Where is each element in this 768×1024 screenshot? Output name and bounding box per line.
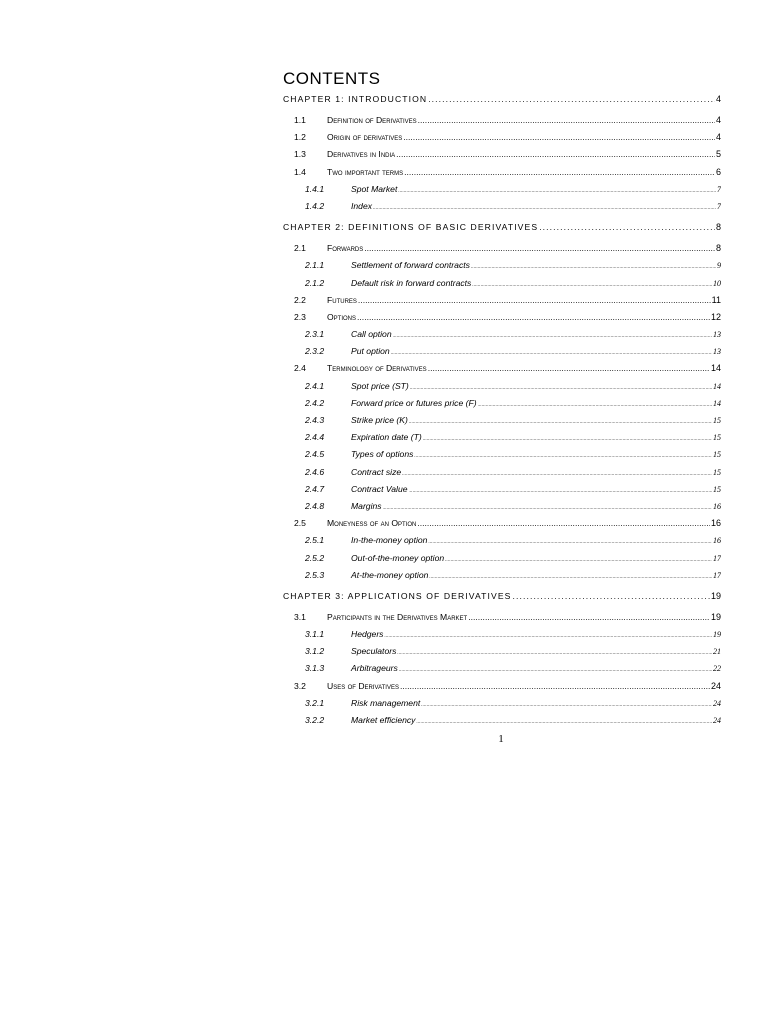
toc-entry-number: 1.4.2 [305,200,325,211]
toc-entry-chapter[interactable] [283,591,721,608]
toc-entry-title: Types of options [351,449,414,460]
toc-entry-sub[interactable] [283,663,721,680]
toc-entry-number: 2.4.6 [305,466,325,477]
toc-entry-sub[interactable] [283,715,721,732]
toc-entry-title: Origin of derivatives [327,132,403,143]
toc-dot-leader [418,115,715,125]
toc-entry-page: 19 [713,630,721,640]
toc-entry-sub[interactable] [283,467,721,484]
toc-entry-number: 3.1.1 [305,629,325,640]
toc-dot-leader [384,633,712,639]
toc-entry-title: Settlement of forward contracts [351,260,470,271]
toc-dot-leader [410,385,712,391]
toc-entry-title: CHAPTER 3: APPLICATIONS OF DERIVATIVES [283,590,512,601]
toc-dot-leader [373,205,716,211]
toc-entry-number: 2.5.2 [305,552,325,563]
toc-dot-leader [417,518,710,528]
toc-entry-page: 5 [715,149,721,160]
toc-entry-number: 2.1.1 [305,260,325,271]
toc-entry-number: 1.4.1 [305,183,325,194]
toc-dot-leader [393,333,712,339]
toc-entry-section[interactable] [283,681,721,698]
toc-dot-leader [358,295,711,305]
toc-entry-title: Hedgers [351,629,384,640]
toc-entry-title: At-the-money option [351,569,429,580]
toc-entry-title: CHAPTER 1: INTRODUCTION [283,94,428,104]
toc-dot-leader [404,167,715,177]
toc-dot-leader [357,312,710,322]
toc-entry-number: 2.4 [294,363,306,374]
toc-entry-page: 11 [711,294,721,305]
toc-entry-sub[interactable] [283,381,721,398]
toc-dot-leader [471,264,716,270]
toc-entry-title: Definition of Derivatives [327,115,417,125]
toc-entry-sub[interactable] [283,201,721,218]
toc-entry-sub[interactable] [283,570,721,587]
toc-entry-title: Uses of Derivatives [327,680,399,691]
toc-entry-title: Call option [351,329,392,340]
toc-entry-number: 3.2 [294,680,306,691]
toc-entry-number: 2.4.2 [305,397,325,408]
toc-dot-leader [400,681,710,691]
toc-entry-page: 4 [715,132,721,143]
toc-entry-section[interactable] [283,167,721,184]
toc-entry-sub[interactable] [283,260,721,277]
toc-dot-leader [428,363,710,373]
toc-entry-title: Two important terms [327,166,404,177]
toc-entry-title: Forward price or futures price (F) [351,397,477,408]
toc-dot-leader [428,94,715,104]
toc-entry-page: 15 [713,484,721,494]
toc-entry-number: 2.4.8 [305,500,325,511]
toc-entry-title: Market efficiency [351,715,416,725]
toc-entry-page: 4 [715,94,721,104]
toc-entry-sub[interactable] [283,449,721,466]
toc-entry-page: 13 [713,347,721,357]
toc-entry-number: 2.5.1 [305,535,325,546]
toc-dot-leader [421,702,712,708]
toc-dot-leader [409,488,712,494]
toc-entry-page: 16 [713,501,721,511]
toc-entry-page: 16 [713,536,721,546]
toc-entry-page: 15 [713,467,721,477]
toc-entry-number: 2.1.2 [305,277,325,288]
toc-dot-leader [513,591,710,601]
toc-entry-page: 19 [710,611,721,622]
toc-entry-page: 4 [715,115,721,125]
toc-entry-title: Derivatives in India [327,149,396,160]
toc-entry-chapter[interactable] [283,222,721,239]
toc-entry-sub[interactable] [283,629,721,646]
toc-entry-page: 17 [713,570,721,580]
toc-entry-sub[interactable] [283,501,721,518]
toc-entry-title: Forwards [327,243,364,254]
toc-entry-title: Terminology of Derivatives [327,363,427,374]
toc-entry-title: CHAPTER 2: DEFINITIONS OF BASIC DERIVATIVES [283,222,539,233]
toc-entry-sub[interactable] [283,646,721,663]
toc-dot-leader [428,539,712,545]
toc-entry-chapter[interactable] [283,94,721,111]
toc-entry-page: 14 [713,398,721,408]
toc-dot-leader [445,557,712,563]
toc-dot-leader [423,436,712,442]
toc-entry-section[interactable] [283,243,721,260]
toc-entry-number: 2.4.4 [305,432,325,443]
toc-dot-leader [399,667,712,673]
toc-entry-title: Put option [351,346,390,357]
toc-dot-leader [396,149,715,159]
toc-entry-title: Out-of-the-money option [351,552,445,563]
toc-entry-section[interactable] [283,149,721,166]
toc-entry-title: Expiration date (T) [351,432,422,443]
toc-entry-sub[interactable] [283,278,721,295]
toc-entry-page: 15 [713,450,721,460]
toc-entry-title: Participants in the Derivatives Market [327,611,468,622]
toc-entry-title: Spot Market [351,183,398,194]
toc-dot-leader [416,719,712,725]
toc-entry-number: 2.3.1 [305,329,325,340]
toc-entry-page: 19 [710,590,721,601]
toc-entry-page: 24 [710,680,721,691]
toc-entry-page: 8 [715,243,721,254]
toc-entry-title: Default risk in forward contracts [351,277,472,288]
toc-dot-leader [364,243,715,253]
toc-entry-title: Risk management [351,697,421,708]
toc-entry-section[interactable] [283,518,721,535]
toc-entry-title: Index [351,200,373,211]
toc-dot-leader [403,132,715,142]
toc-dot-leader [391,350,712,356]
toc-entry-title: Strike price (K) [351,415,408,425]
toc-dot-leader [409,419,712,425]
toc-entry-sub[interactable] [283,398,721,415]
toc-entry-section[interactable] [283,295,721,312]
toc-entry-number: 1.4 [294,166,306,177]
toc-entry-title: Futures [327,294,357,305]
toc-entry-page: 22 [713,664,721,674]
toc-entry-title: Moneyness of an Option [327,518,417,529]
toc-dot-leader [478,402,712,408]
toc-entry-number: 3.1.2 [305,646,325,657]
toc-entry-page: 10 [713,278,721,288]
toc-entry-number: 2.4.5 [305,449,325,460]
toc-dot-leader [397,650,712,656]
toc-entry-title: Contract Value [351,483,408,494]
toc-entry-page: 9 [717,261,721,271]
toc-entry-number: 2.3 [294,311,306,322]
toc-entry-page: 14 [710,363,721,374]
toc-entry-number: 2.3.2 [305,346,325,357]
toc-dot-leader [468,612,710,622]
toc-entry-page: 13 [713,330,721,340]
toc-dot-leader [383,505,712,511]
toc-dot-leader [402,471,712,477]
toc-entry-sub[interactable] [283,346,721,363]
toc-entry-page: 16 [710,518,721,529]
toc-entry-number: 1.1 [294,115,306,125]
toc-entry-title: Arbitrageurs [351,663,398,674]
page-number: 1 [498,733,504,745]
toc-entry-section[interactable] [283,312,721,329]
toc-entry-title: In-the-money option [351,535,428,546]
toc-entry-number: 2.4.7 [305,483,325,494]
toc-entry-number: 3.1 [294,611,306,622]
toc-entry-sub[interactable] [283,484,721,501]
toc-dot-leader [398,188,716,194]
toc-entry-page: 15 [713,416,721,425]
toc-entry-sub[interactable] [283,415,721,432]
toc-entry-page: 7 [717,201,721,211]
toc-dot-leader [414,453,712,459]
toc-entry-number: 1.3 [294,149,306,160]
toc-entry-number: 2.1 [294,243,306,254]
toc-entry-section[interactable] [283,132,721,149]
toc-entry-number: 2.4.1 [305,380,325,391]
toc-dot-leader [429,574,712,580]
toc-entry-number: 1.2 [294,132,306,143]
toc-entry-section[interactable] [283,115,721,132]
toc-entry-title: Margins [351,500,382,511]
toc-entry-sub[interactable] [283,535,721,552]
toc-entry-page: 21 [713,647,721,657]
toc-entry-page: 14 [713,381,721,391]
toc-entry-title: Contract size [351,466,402,477]
toc-entry-title: Speculators [351,646,397,657]
toc-entry-sub[interactable] [283,329,721,346]
toc-entry-page: 12 [710,311,721,322]
toc-dot-leader [539,222,715,232]
toc-entry-number: 3.2.1 [305,697,325,708]
toc-entry-sub[interactable] [283,432,721,449]
toc-entry-sub[interactable] [283,698,721,715]
toc-entry-sub[interactable] [283,553,721,570]
toc-entry-number: 2.5 [294,518,306,529]
toc-entry-sub[interactable] [283,184,721,201]
toc-entry-number: 2.5.3 [305,569,325,580]
toc-entry-number: 3.2.2 [305,715,325,725]
toc-entry-title: Options [327,311,357,322]
toc-entry-page: 24 [713,716,721,725]
table-of-contents [283,94,721,732]
toc-entry-title: Spot price (ST) [351,380,409,391]
toc-entry-page: 7 [717,184,721,194]
toc-entry-section[interactable] [283,363,721,380]
toc-entry-number: 2.2 [294,294,306,305]
toc-entry-number: 3.1.3 [305,663,325,674]
toc-entry-section[interactable] [283,612,721,629]
toc-entry-page: 6 [715,166,721,177]
toc-dot-leader [472,282,712,288]
toc-entry-page: 24 [713,698,721,708]
contents-heading: CONTENTS [283,69,381,88]
toc-entry-page: 8 [715,222,721,233]
toc-entry-number: 2.4.3 [305,415,325,425]
toc-entry-page: 17 [713,553,721,563]
toc-entry-page: 15 [713,433,721,443]
